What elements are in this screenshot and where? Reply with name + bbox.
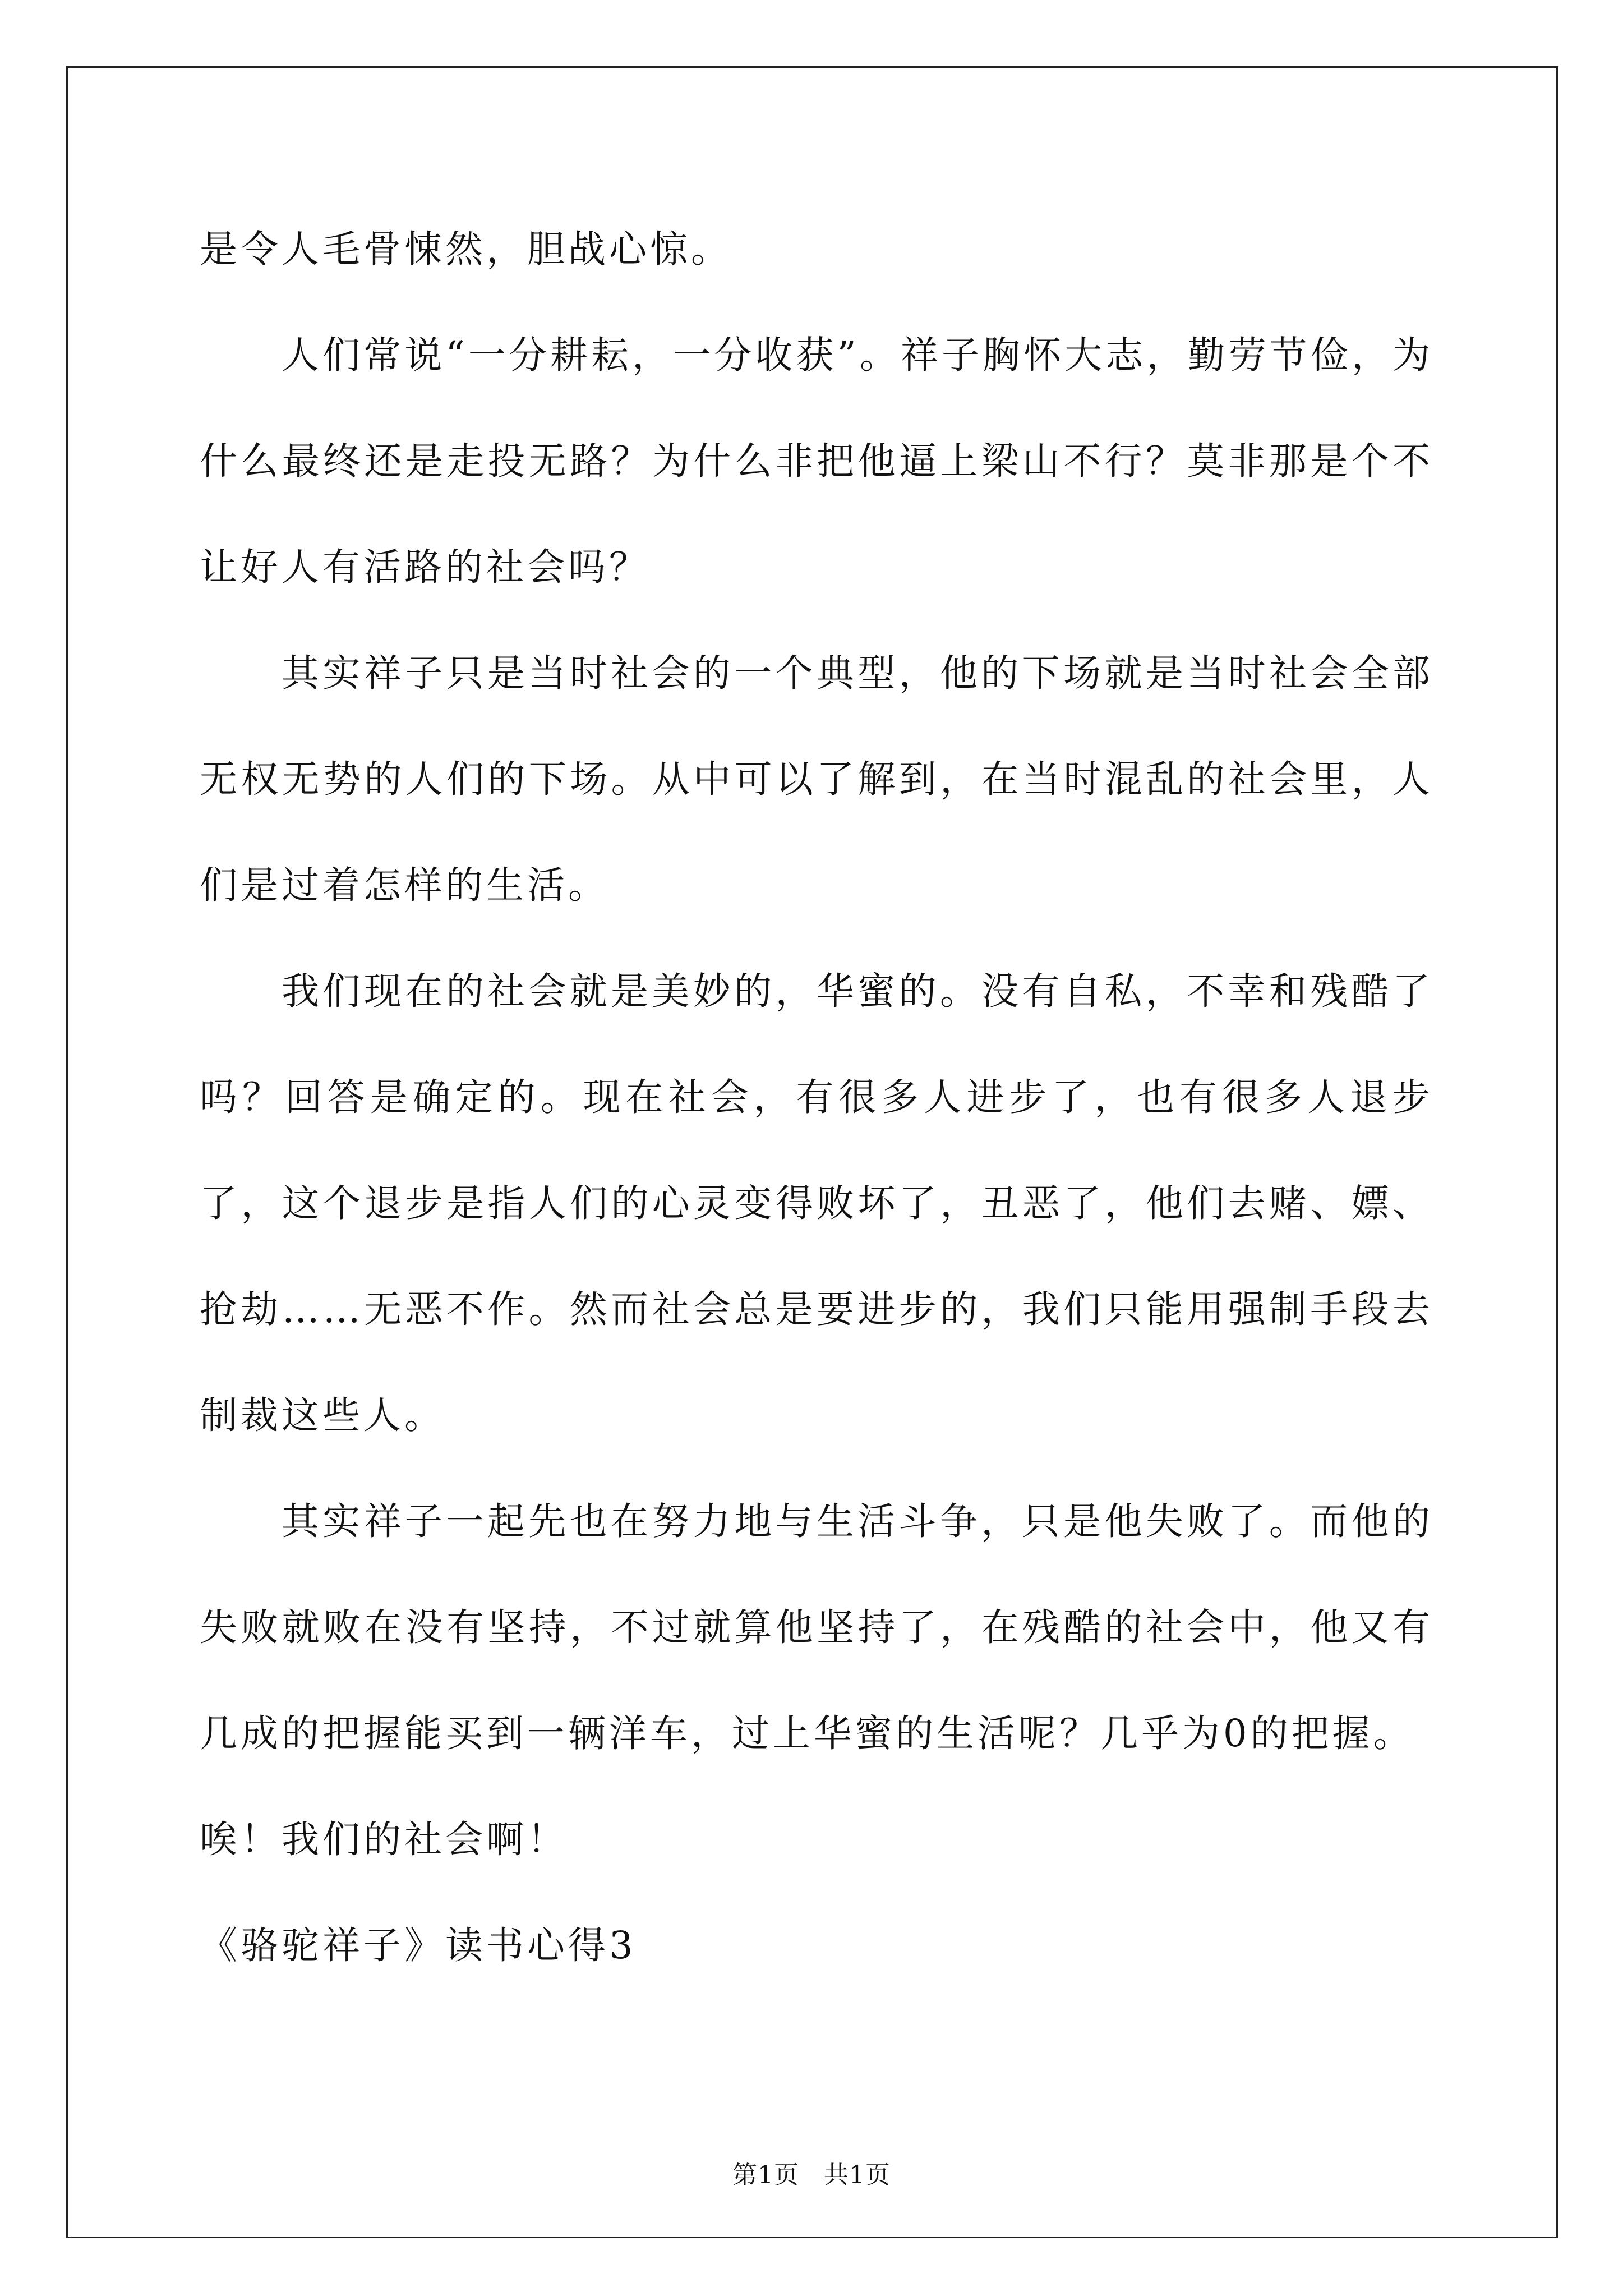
page-footer <box>0 2159 1623 2192</box>
section-heading: 《骆驼祥子》读书心得3 <box>200 1924 637 1967</box>
paragraph: 我们现在的社会就是美妙的，华蜜的。没有自私，不幸和残酷了吗？回答是确定的。现在社会，有很多人进步了，也有很多人退步了，这个退步是指人们的心灵变得败坏了，丑恶了，他们去赌、嫖、抢劫……无恶不作。然而社会总是要进步的，我们只能用强制手段去制裁这些人。 <box>200 969 1433 1437</box>
paragraph: 其实祥子一起先也在努力地与生活斗争，只是他失败了。而他的失败就败在没有坚持，不过就算他坚持了，在残酷的社会中，他又有几成的把握能买到一辆洋车，过上华蜜的生活呢？几乎为0的把握。 <box>200 1499 1433 1755</box>
paragraph: 人们常说“一分耕耘，一分收获”。祥子胸怀大志，勤劳节俭，为什么最终还是走投无路？为什么非把他逼上梁山不行？莫非那是个不让好人有活路的社会吗？ <box>200 333 1433 589</box>
page-number: 第1页 <box>732 2161 799 2189</box>
document-body <box>200 196 1433 1999</box>
paragraph: 其实祥子只是当时社会的一个典型，他的下场就是当时社会全部无权无势的人们的下场。从中可以了解到，在当时混乱的社会里，人们是过着怎样的生活。 <box>200 651 1433 907</box>
paragraph: 是令人毛骨悚然，胆战心惊。 <box>200 227 732 271</box>
page-total: 共1页 <box>824 2161 891 2189</box>
paragraph: 唉！我们的社会啊！ <box>200 1818 568 1861</box>
